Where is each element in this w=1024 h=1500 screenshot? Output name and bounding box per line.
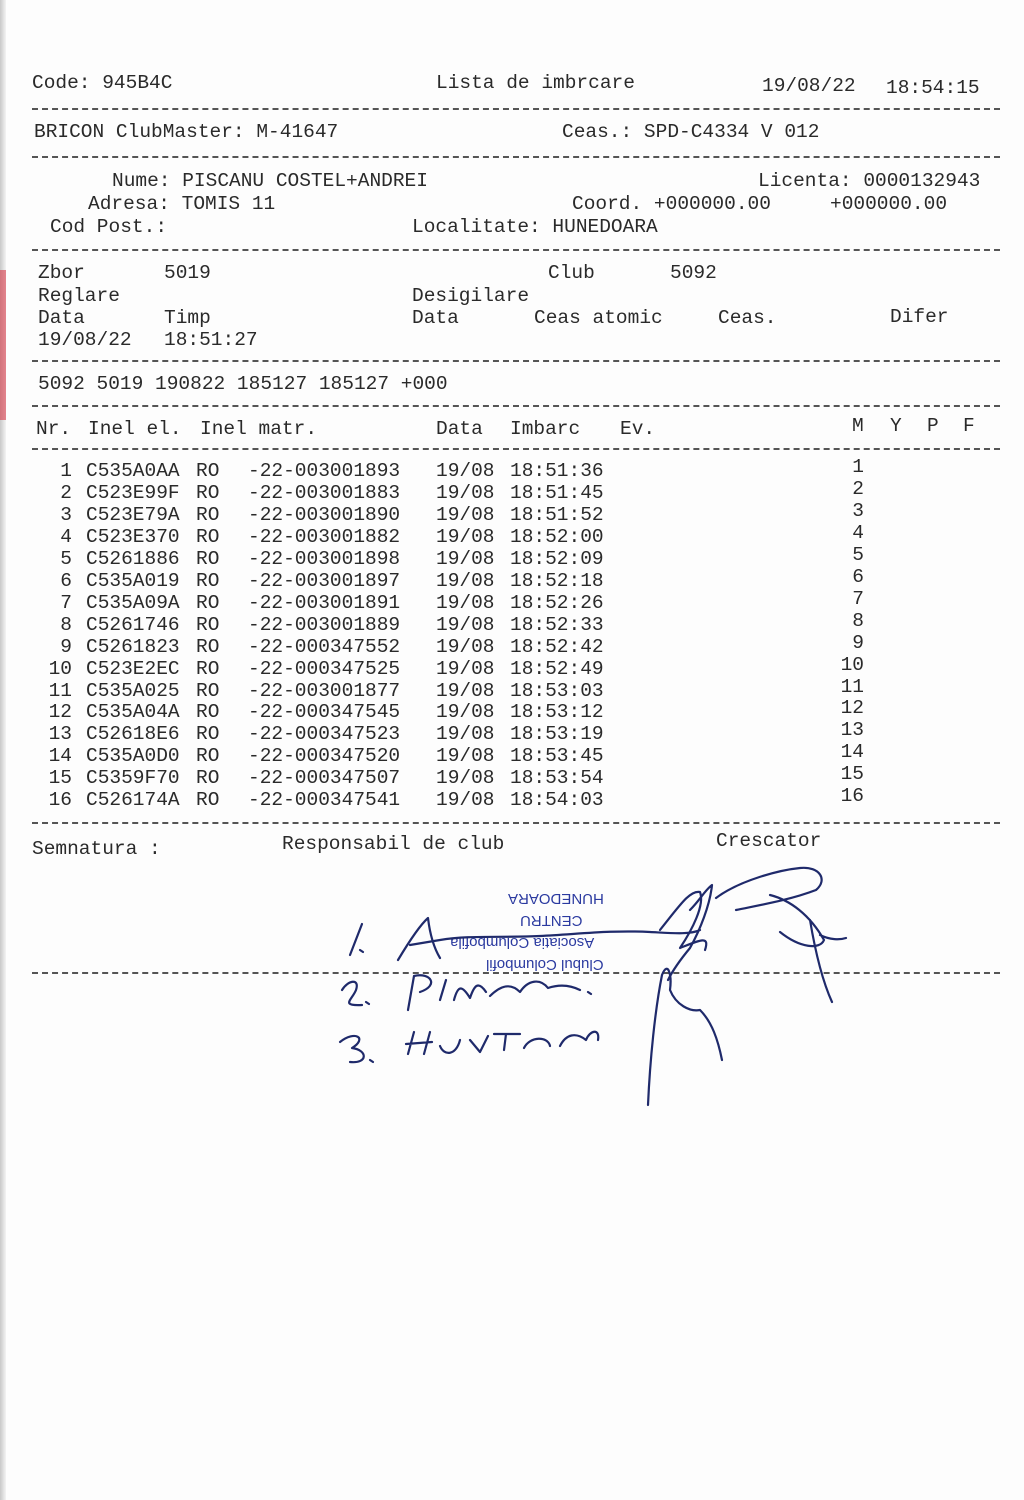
row-basketing-time: 18:53:45	[510, 745, 604, 768]
breeder-signature-stroke	[648, 969, 722, 1105]
row-electronic-ring: C5359F70	[86, 767, 180, 790]
row-country: RO	[196, 613, 220, 636]
row-ring-number: -22-000347525	[248, 657, 401, 680]
stamp-line: Clubul Columbofil	[486, 956, 604, 973]
row-date: 19/08	[436, 547, 495, 570]
row-date: 19/08	[436, 701, 495, 724]
row-nr: 2	[60, 481, 72, 504]
unsealing-label: Desigilare	[412, 285, 530, 307]
breeder-signature-stroke	[716, 868, 846, 1002]
stamp-line: HUNEDOARA	[508, 890, 604, 907]
row-basketing-time: 18:52:00	[510, 525, 604, 548]
row-ring-number: -22-003001893	[248, 460, 401, 482]
setting-date-label: Data	[38, 307, 85, 329]
row-basketing-time: 18:51:36	[510, 460, 604, 482]
row-date: 19/08	[436, 503, 495, 526]
license-number: Licenta: 0000132943	[758, 170, 981, 192]
row-mark: 1	[852, 456, 864, 478]
row-date: 19/08	[436, 635, 495, 658]
row-ring-number: -22-003001897	[248, 569, 401, 592]
row-nr: 11	[48, 679, 72, 702]
row-basketing-time: 18:52:33	[510, 613, 604, 636]
row-electronic-ring: C535A0AA	[86, 460, 180, 482]
row-country: RO	[196, 679, 220, 702]
row-mark: 7	[852, 587, 864, 610]
row-basketing-time: 18:54:03	[510, 789, 604, 812]
row-nr: 4	[60, 525, 72, 548]
row-nr: 1	[60, 460, 72, 482]
row-ring-number: -22-003001883	[248, 481, 401, 504]
postal-code: Cod Post.:	[50, 216, 168, 238]
club-label: Club	[548, 262, 595, 284]
row-mark: 9	[852, 631, 864, 654]
row-nr: 16	[48, 789, 72, 812]
col-nr: Nr.	[36, 418, 72, 440]
summary-line: 5092 5019 190822 185127 185127 +000	[38, 373, 448, 395]
signature-label: Semnatura :	[32, 838, 161, 860]
setting-time-label: Timp	[164, 307, 211, 329]
row-mark: 12	[840, 697, 864, 720]
code-label: Code: 945B4C	[32, 72, 173, 94]
row-country: RO	[196, 723, 220, 746]
row-electronic-ring: C535A019	[86, 569, 180, 592]
clubmaster-id: BRICON ClubMaster: M-41647	[34, 121, 339, 143]
row-electronic-ring: C5261886	[86, 547, 180, 570]
row-mark: 2	[852, 477, 864, 500]
row-country: RO	[196, 525, 220, 548]
row-date: 19/08	[436, 525, 495, 548]
row-ring-number: -22-003001882	[248, 525, 401, 548]
flight-label: Zbor	[38, 262, 85, 284]
club-value: 5092	[670, 262, 717, 284]
row-electronic-ring: C523E370	[86, 525, 180, 548]
setting-time: 18:51:27	[164, 329, 258, 351]
row-basketing-time: 18:52:49	[510, 657, 604, 680]
signature-1-stroke	[398, 918, 700, 960]
row-mark: 4	[852, 521, 864, 544]
row-basketing-time: 18:52:42	[510, 635, 604, 658]
coord-lon: +000000.00	[830, 193, 948, 215]
club-responsible-label: Responsabil de club	[282, 833, 505, 855]
row-nr: 13	[48, 723, 72, 746]
row-date: 19/08	[436, 789, 495, 812]
row-country: RO	[196, 481, 220, 504]
row-electronic-ring: C535A04A	[86, 701, 180, 724]
row-date: 19/08	[436, 613, 495, 636]
row-ring-number: -22-003001889	[248, 613, 401, 636]
row-mark: 8	[852, 609, 864, 632]
row-basketing-time: 18:51:45	[510, 481, 604, 504]
row-electronic-ring: C523E99F	[86, 481, 180, 504]
row-mark: 5	[852, 543, 864, 566]
row-electronic-ring: C535A09A	[86, 591, 180, 614]
row-country: RO	[196, 460, 220, 482]
signature-3-stroke	[406, 1032, 598, 1054]
signature-1-stroke	[350, 924, 363, 955]
row-ring-number: -22-000347523	[248, 723, 401, 746]
row-country: RO	[196, 701, 220, 724]
flight-value: 5019	[164, 262, 211, 284]
row-basketing-time: 18:51:52	[510, 503, 604, 526]
row-mark: 14	[840, 741, 864, 764]
header-time: 18:54:15	[886, 77, 980, 99]
col-date: Data	[436, 418, 483, 440]
row-ring-number: -22-000347545	[248, 701, 401, 724]
row-mark: 13	[840, 719, 864, 742]
document-title: Lista de imbrcare	[436, 72, 635, 94]
row-basketing-time: 18:52:09	[510, 547, 604, 570]
col-ring-number: Inel matr.	[200, 418, 318, 440]
row-nr: 14	[48, 745, 72, 768]
row-date: 19/08	[436, 569, 495, 592]
col-y: Y	[890, 415, 902, 437]
row-electronic-ring: C5261746	[86, 613, 180, 636]
row-country: RO	[196, 789, 220, 812]
row-nr: 7	[60, 591, 72, 614]
row-mark: 15	[840, 763, 864, 786]
row-mark: 3	[852, 499, 864, 522]
row-country: RO	[196, 569, 220, 592]
row-ring-number: -22-000347507	[248, 767, 401, 790]
row-basketing-time: 18:52:26	[510, 591, 604, 614]
row-date: 19/08	[436, 679, 495, 702]
unsealing-date-label: Data	[412, 307, 459, 329]
row-nr: 8	[60, 613, 72, 636]
clock-label: Ceas.	[718, 307, 777, 329]
row-ring-number: -22-003001890	[248, 503, 401, 526]
setting-date: 19/08/22	[38, 329, 132, 351]
header-date: 19/08/22	[762, 75, 856, 97]
row-country: RO	[196, 591, 220, 614]
row-date: 19/08	[436, 657, 495, 680]
owner-name: Nume: PISCANU COSTEL+ANDREI	[112, 170, 428, 192]
row-date: 19/08	[436, 767, 495, 790]
locality: Localitate: HUNEDOARA	[412, 216, 658, 238]
row-basketing-time: 18:52:18	[510, 569, 604, 592]
breeder-label: Crescator	[716, 830, 822, 852]
row-country: RO	[196, 503, 220, 526]
difference-label: Difer	[890, 306, 949, 328]
atomic-clock-label: Ceas atomic	[534, 307, 663, 329]
row-date: 19/08	[436, 460, 495, 482]
row-electronic-ring: C535A0D0	[86, 745, 180, 768]
row-ring-number: -22-003001877	[248, 679, 401, 702]
row-ring-number: -22-003001891	[248, 591, 401, 614]
stamp-line: CENTRU	[520, 912, 583, 929]
row-date: 19/08	[436, 745, 495, 768]
signature-2-stroke	[408, 975, 591, 1010]
row-mark: 11	[840, 675, 864, 698]
col-f: F	[963, 415, 975, 437]
col-event: Ev.	[620, 418, 656, 440]
row-electronic-ring: C526174A	[86, 789, 180, 812]
row-nr: 9	[60, 635, 72, 658]
row-country: RO	[196, 547, 220, 570]
row-basketing-time: 18:53:19	[510, 723, 604, 746]
signature-3-stroke	[340, 1036, 373, 1062]
row-ring-number: -22-003001898	[248, 547, 401, 570]
row-nr: 5	[60, 547, 72, 570]
row-nr: 15	[48, 767, 72, 790]
row-date: 19/08	[436, 591, 495, 614]
clock-id: Ceas.: SPD-C4334 V 012	[562, 121, 820, 143]
row-electronic-ring: C52618E6	[86, 723, 180, 746]
row-ring-number: -22-000347552	[248, 635, 401, 658]
row-electronic-ring: C5261823	[86, 635, 180, 658]
col-electronic-ring: Inel el.	[88, 418, 182, 440]
row-electronic-ring: C523E79A	[86, 503, 180, 526]
row-basketing-time: 18:53:03	[510, 679, 604, 702]
row-basketing-time: 18:53:12	[510, 701, 604, 724]
stamp-line: Asociatia Columbofila	[450, 934, 595, 951]
row-nr: 10	[48, 657, 72, 680]
row-electronic-ring: C535A025	[86, 679, 180, 702]
row-basketing-time: 18:53:54	[510, 767, 604, 790]
row-mark: 16	[840, 785, 864, 808]
row-nr: 12	[48, 701, 72, 724]
row-date: 19/08	[436, 481, 495, 504]
row-electronic-ring: C523E2EC	[86, 657, 180, 680]
row-nr: 6	[60, 569, 72, 592]
row-mark: 6	[852, 565, 864, 588]
col-m: M	[852, 415, 864, 437]
row-date: 19/08	[436, 723, 495, 746]
row-country: RO	[196, 767, 220, 790]
row-country: RO	[196, 657, 220, 680]
setting-label: Reglare	[38, 285, 120, 307]
row-country: RO	[196, 745, 220, 768]
col-p: P	[927, 415, 939, 437]
row-ring-number: -22-000347520	[248, 745, 401, 768]
row-ring-number: -22-000347541	[248, 789, 401, 812]
row-mark: 10	[840, 653, 864, 676]
row-country: RO	[196, 635, 220, 658]
signature-2-stroke	[342, 982, 369, 1005]
row-nr: 3	[60, 503, 72, 526]
coord-lat: Coord. +000000.00	[572, 193, 771, 215]
col-basketing: Imbarc	[510, 418, 581, 440]
owner-address: Adresa: TOMIS 11	[88, 193, 276, 215]
